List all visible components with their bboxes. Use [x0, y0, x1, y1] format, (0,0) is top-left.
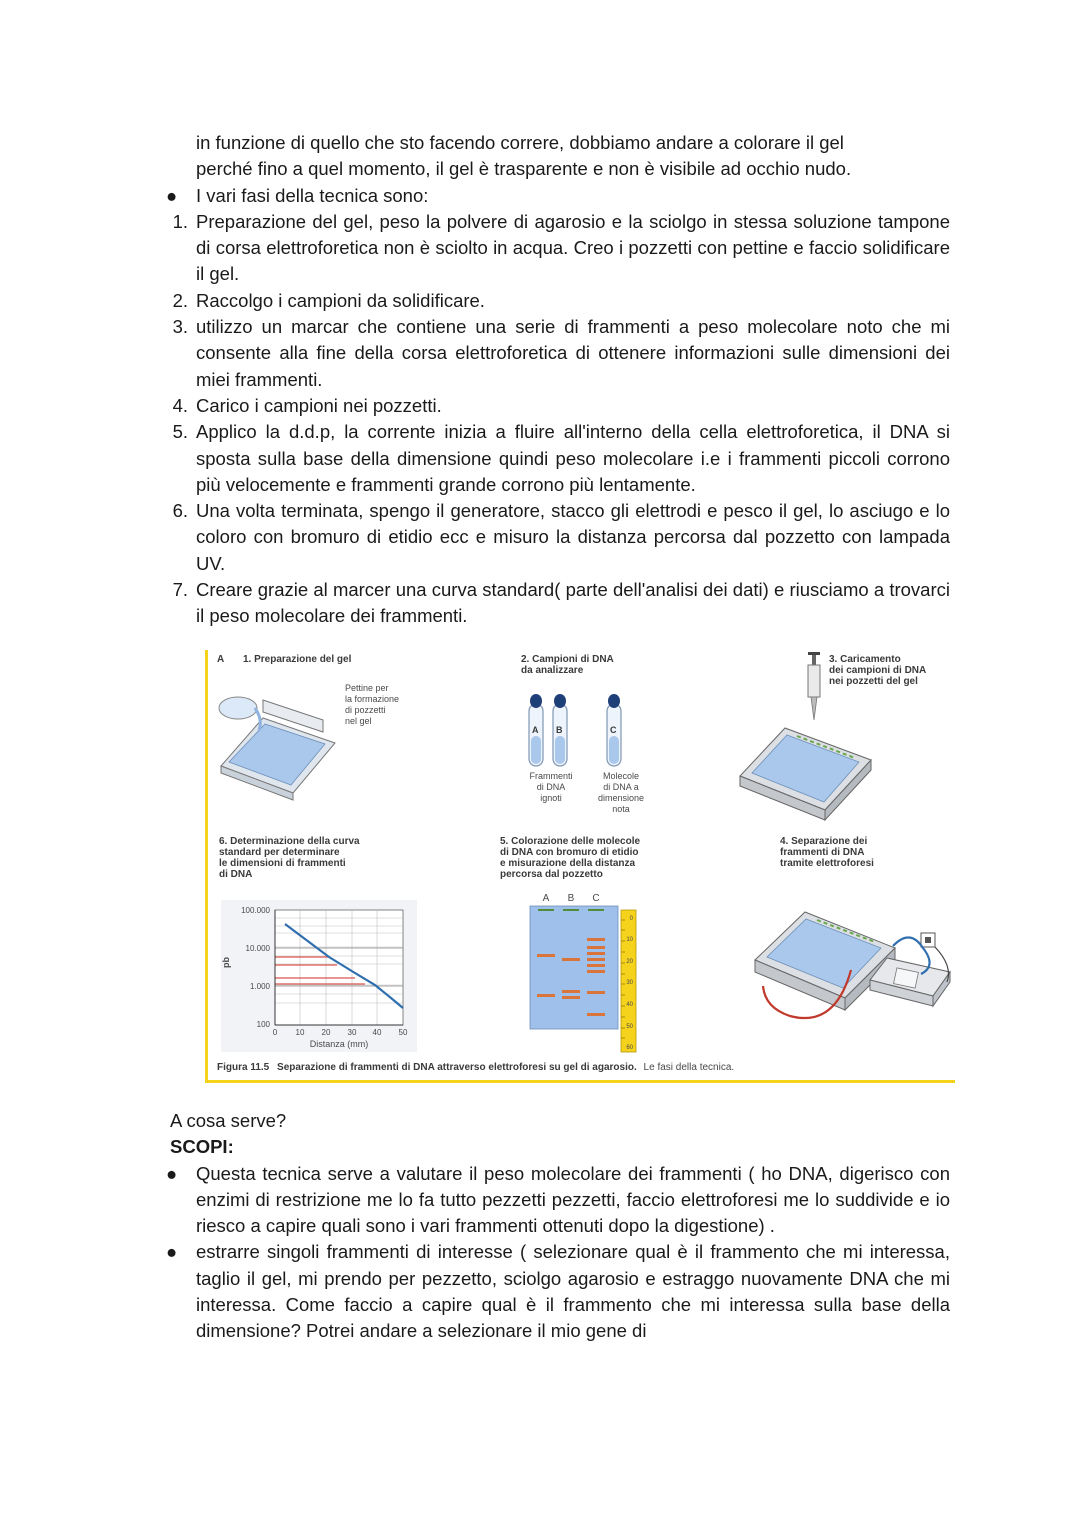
- step-number: 5.: [172, 421, 188, 443]
- gel-tray-illustration: [219, 697, 335, 800]
- chart-y-tick: 100.000: [241, 906, 270, 915]
- electrophoresis-apparatus: [755, 912, 950, 1018]
- question-line: A cosa serve?: [170, 1110, 287, 1131]
- continued-paragraph: [160, 130, 950, 183]
- step-number: 1.: [172, 210, 188, 232]
- ruler-tick: 10: [626, 937, 633, 943]
- tube-label-a: A: [532, 725, 539, 735]
- step-item: [160, 419, 950, 498]
- scopi-text: Questa tecnica serve a valutare il peso molecolare dei frammenti ( ho DNA, digerisco con enzimi di restrizione me lo fa tutto pezzetti pezzetti, faccio elettroforesi me lo suddivide e io riesco a capire quali sono i vari frammenti ottenuti dopo la digestione) .: [196, 1162, 950, 1237]
- chart-x-tick: 20: [321, 1028, 331, 1037]
- lane-label-c: C: [592, 893, 600, 904]
- bullet-intro: [160, 183, 950, 209]
- step-item: [160, 288, 950, 314]
- text-block-top: [160, 130, 950, 630]
- known-label-4: nota: [612, 804, 630, 814]
- comb-label-4: nel gel: [345, 716, 372, 726]
- chart-y-tick: 100: [256, 1020, 270, 1029]
- unknown-label-3: ignoti: [540, 793, 562, 803]
- figure-accent-left: [205, 650, 208, 1082]
- step-item: [160, 209, 950, 288]
- step-text: Creare grazie al marcer una curva standard( parte dell'analisi dei dati) e riusciamo a trovarci il peso molecolare dei frammenti.: [196, 579, 950, 627]
- panel5-title-1: 5. Colorazione delle molecole: [500, 836, 641, 847]
- chart-y-label: pb: [221, 957, 231, 968]
- chart-x-tick: 0: [272, 1028, 278, 1037]
- step-number: 3.: [172, 316, 188, 338]
- panel1-title: 1. Preparazione del gel: [243, 654, 352, 665]
- known-label-1: Molecole: [602, 771, 640, 781]
- ruler-tick: 60: [626, 1045, 633, 1051]
- figure-caption: [217, 1062, 734, 1073]
- known-label-2: di DNA a: [603, 782, 639, 792]
- comb-label-2: la formazione: [345, 694, 400, 704]
- ruler-tick: 0: [629, 916, 633, 922]
- panel3-title-1: 3. Caricamento: [829, 654, 901, 665]
- chart-plot-area: [275, 910, 403, 1025]
- chart-x-tick: 40: [372, 1028, 382, 1037]
- paragraph-line-2: perché fino a quel momento, il gel è trasparente e non è visibile ad occhio nudo.: [196, 158, 852, 180]
- panel5-title-2: di DNA con bromuro di etidio: [500, 847, 639, 858]
- step-item: [160, 393, 950, 419]
- scopi-item: [166, 1239, 950, 1344]
- bullet-intro-text: I vari fasi della tecnica sono:: [196, 184, 429, 206]
- ruler-tick: 20: [626, 959, 633, 965]
- step-item: [160, 577, 950, 630]
- step-number: 6.: [172, 500, 188, 522]
- unknown-label-2: di DNA: [536, 782, 566, 792]
- comb-label-3: di pozzetti: [345, 705, 386, 715]
- paragraph-line-1: in funzione di quello che sto facendo correre, dobbiamo andare a colorare il gel: [196, 132, 844, 153]
- step-number: 2.: [172, 289, 188, 311]
- step-text: Carico i campioni nei pozzetti.: [196, 394, 442, 416]
- lane-label-a: A: [542, 893, 550, 904]
- panel6-title-3: le dimensioni di frammenti: [219, 858, 346, 869]
- chart-y-tick: 10.000: [245, 944, 270, 953]
- tube-label-c: C: [610, 725, 617, 735]
- chart-x-label: Distanza (mm): [309, 1039, 369, 1049]
- scopi-text: estrarre singoli frammenti di interesse ( selezionare qual è il frammento che mi interessa, taglio il gel, mi prendo per pezzetto, sciolgo agarosio e estraggo nuovamente DNA che mi interessa. Come faccio a capire qual è il frammento che mi interessa sulla base della dimensione? Potrei andare a selezionare il mio gene di: [196, 1241, 950, 1342]
- figure-accent-bottom: [205, 1080, 955, 1083]
- ruler-tick: 40: [626, 1002, 633, 1008]
- panel-letter: A: [217, 654, 225, 665]
- step-text: utilizzo un marcar che contiene una serie di frammenti a peso molecolare noto che mi consente alla fine della corsa elettroforetica di ottenere informazioni sulle dimensioni dei miei frammenti.: [196, 316, 950, 390]
- step-item: [160, 498, 950, 577]
- scopi-item: [166, 1161, 950, 1240]
- step-text: Applico la d.d.p, la corrente inizia a fluire all'interno della cella elettroforetica, il DNA si sposta sulla base della dimensione quindi peso molecolare i.e i frammenti piccoli corrono più velocemente e frammenti grande corrono più lentamente.: [196, 421, 950, 495]
- caption-rest: Le fasi della tecnica.: [643, 1062, 735, 1073]
- unknown-label-1: Frammenti: [529, 771, 573, 781]
- step-text: Una volta terminata, spengo il generatore, stacco gli elettrodi e pesco il gel, lo asciugo e lo coloro con bromuro di etidio ecc e misuro la distanza percorsa dal pozzetto con lampada UV.: [196, 500, 950, 574]
- panel2-title-1: 2. Campioni di DNA: [521, 654, 614, 665]
- chart-x-tick: 30: [347, 1028, 357, 1037]
- chart-y-tick: 1.000: [249, 982, 270, 991]
- ruler-tick: 30: [626, 980, 633, 986]
- known-label-3: dimensione: [597, 793, 645, 803]
- bullet-dot: ●: [166, 1241, 178, 1263]
- bullet-dot: ●: [166, 1162, 178, 1184]
- step-text: Preparazione del gel, peso la polvere di agarosio e la sciolgo in stessa soluzione tampone di corsa elettroforetica non è sciolto in acqua. Creo i pozzetti con pettine e faccio solidificare il gel.: [196, 210, 950, 285]
- panel3-title-3: nei pozzetti del gel: [829, 676, 918, 687]
- step-text: Raccolgo i campioni da solidificare.: [196, 289, 485, 311]
- ruler-tick: 50: [626, 1024, 633, 1030]
- panel6-title-4: di DNA: [219, 869, 253, 880]
- electrophoresis-figure: [205, 648, 955, 1085]
- panel3-title-2: dei campioni di DNA: [829, 665, 927, 676]
- stained-gel: [530, 906, 618, 1029]
- panel6-title-2: standard per determinare: [219, 847, 340, 858]
- panel6-title-1: 6. Determinazione della curva: [219, 836, 360, 847]
- text-block-bottom: [166, 1108, 950, 1345]
- sample-tubes: [529, 694, 621, 766]
- panel4-title-3: tramite elettroforesi: [780, 858, 874, 869]
- panel5-title-4: percorsa dal pozzetto: [500, 869, 603, 880]
- scopi-heading: SCOPI:: [170, 1136, 234, 1158]
- bullet-dot: ●: [166, 184, 178, 206]
- tube-label-b: B: [556, 725, 563, 735]
- step-number: 4.: [172, 394, 188, 416]
- panel5-title-3: e misurazione della distanza: [500, 858, 636, 869]
- lane-label-b: B: [567, 893, 575, 904]
- caption-bold: Separazione di frammenti di DNA attraverso elettroforesi su gel di agarosio.: [277, 1062, 637, 1073]
- caption-label: Figura 11.5: [217, 1062, 270, 1073]
- step-number: 7.: [172, 579, 188, 601]
- panel4-title-2: frammenti di DNA: [780, 847, 865, 858]
- panel4-title-1: 4. Separazione dei: [780, 836, 868, 847]
- panel2-title-2: da analizzare: [521, 665, 584, 676]
- standard-curve-chart: [221, 900, 417, 1052]
- step-item: [160, 314, 950, 393]
- chart-x-tick: 50: [398, 1028, 408, 1037]
- chart-x-tick: 10: [295, 1028, 305, 1037]
- comb-label-1: Pettine per: [345, 683, 389, 693]
